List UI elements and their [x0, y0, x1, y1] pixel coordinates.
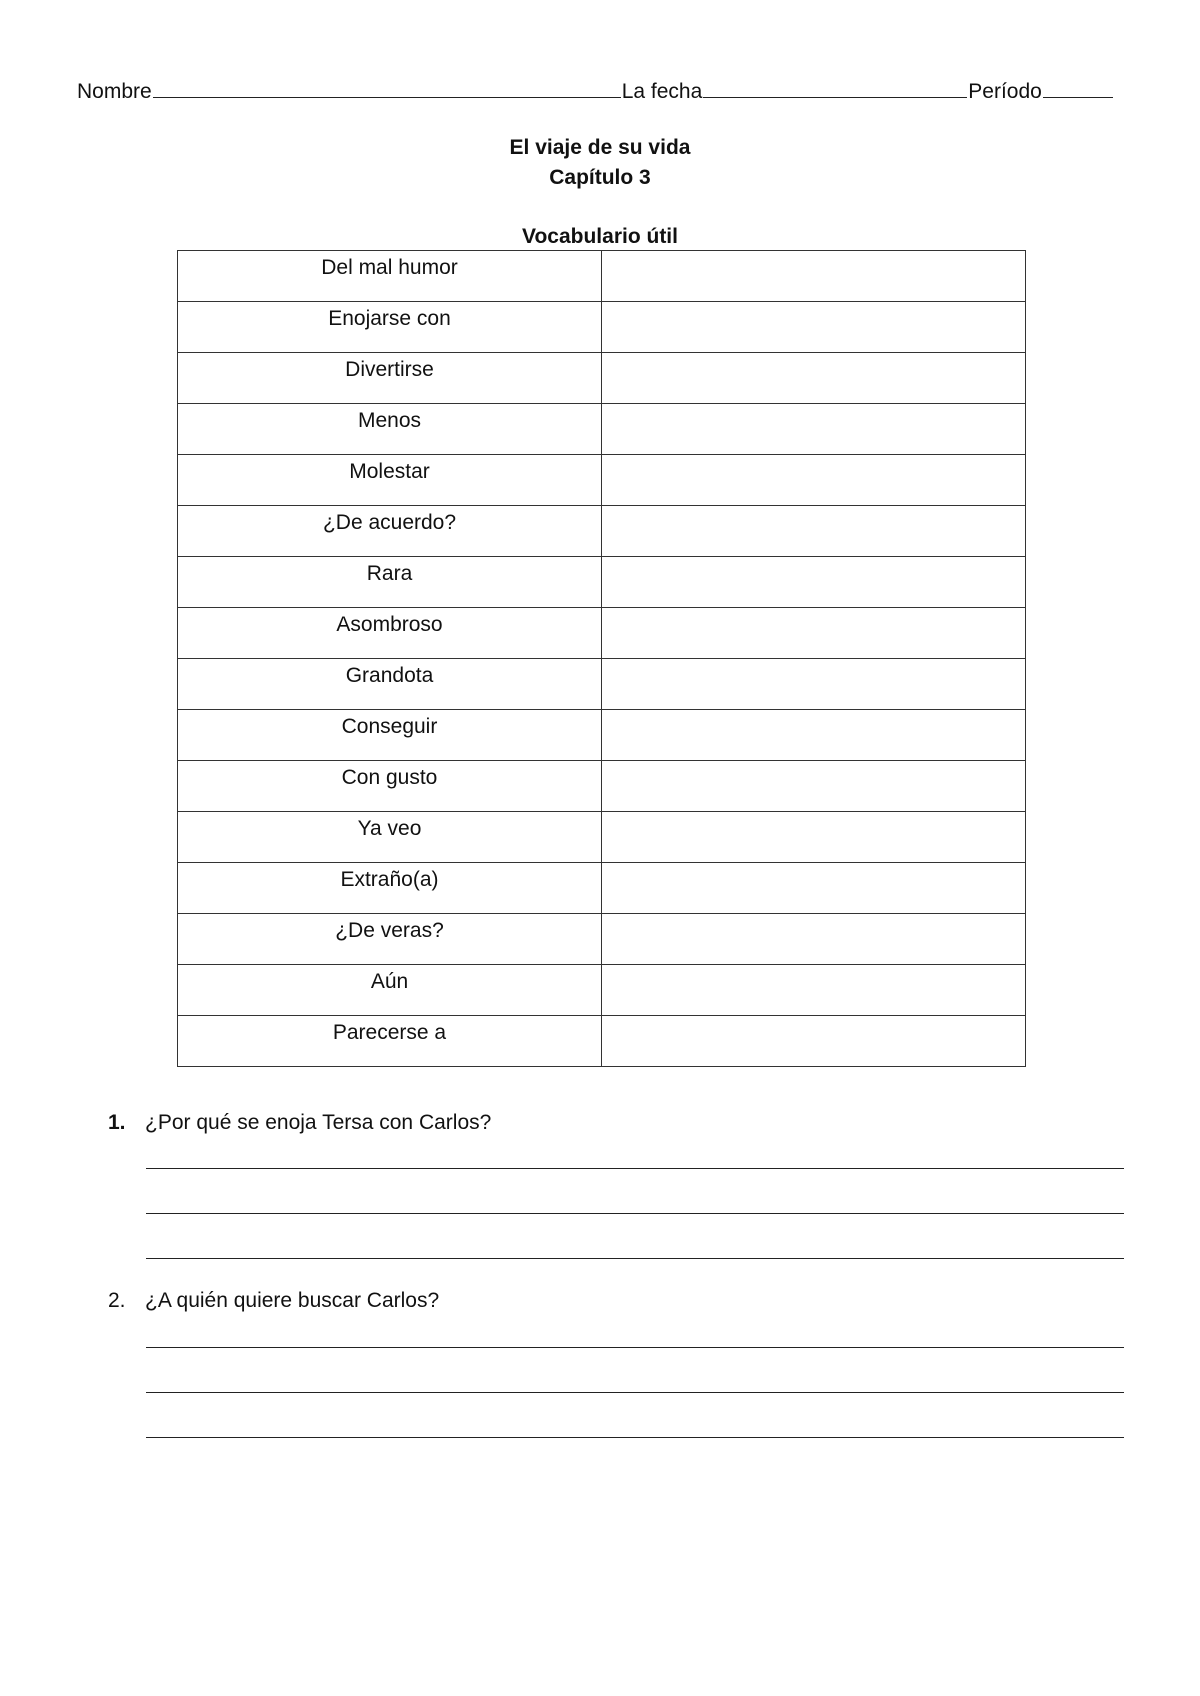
vocab-definition-blank[interactable] — [602, 557, 1026, 608]
vocab-definition-blank[interactable] — [602, 251, 1026, 302]
vocab-definition-blank[interactable] — [602, 659, 1026, 710]
vocab-row — [178, 761, 1026, 812]
name-blank[interactable] — [153, 75, 621, 98]
vocab-term: Menos — [178, 404, 602, 455]
vocab-definition-blank[interactable] — [602, 812, 1026, 863]
vocab-row — [178, 353, 1026, 404]
vocab-row — [178, 812, 1026, 863]
vocab-row — [178, 506, 1026, 557]
period-label: Período — [968, 80, 1042, 103]
vocab-definition-blank[interactable] — [602, 353, 1026, 404]
date-label: La fecha — [621, 80, 703, 103]
vocab-term: Grandota — [178, 659, 602, 710]
answer-line[interactable] — [146, 1347, 1124, 1348]
name-label: Nombre — [77, 80, 152, 103]
vocab-row — [178, 404, 1026, 455]
vocab-definition-blank[interactable] — [602, 965, 1026, 1016]
book-title: El viaje de su vida — [509, 136, 691, 159]
date-blank[interactable] — [703, 75, 967, 98]
vocab-row — [178, 302, 1026, 353]
vocab-definition-blank[interactable] — [602, 302, 1026, 353]
vocab-term: ¿De veras? — [178, 914, 602, 965]
vocab-definition-blank[interactable] — [602, 404, 1026, 455]
question-text: ¿A quién quiere buscar Carlos? — [145, 1289, 440, 1312]
vocab-term: Ya veo — [178, 812, 602, 863]
vocab-term: Molestar — [178, 455, 602, 506]
vocab-term: Rara — [178, 557, 602, 608]
vocab-row — [178, 251, 1026, 302]
question-number: 2. — [108, 1289, 126, 1312]
answer-line[interactable] — [146, 1392, 1124, 1393]
vocab-term: Conseguir — [178, 710, 602, 761]
vocab-term: Extraño(a) — [178, 863, 602, 914]
vocab-row — [178, 455, 1026, 506]
vocab-row — [178, 965, 1026, 1016]
chapter-title: Capítulo 3 — [549, 166, 651, 189]
vocab-term: Enojarse con — [178, 302, 602, 353]
vocab-row — [178, 608, 1026, 659]
vocab-heading: Vocabulario útil — [522, 225, 678, 248]
vocab-definition-blank[interactable] — [602, 761, 1026, 812]
answer-line[interactable] — [146, 1437, 1124, 1438]
answer-line[interactable] — [146, 1213, 1124, 1214]
vocab-term: Parecerse a — [178, 1016, 602, 1067]
question-text: ¿Por qué se enoja Tersa con Carlos? — [145, 1111, 492, 1134]
vocab-row — [178, 710, 1026, 761]
vocab-definition-blank[interactable] — [602, 914, 1026, 965]
vocabulary-table — [177, 250, 1026, 1067]
vocab-term: Asombroso — [178, 608, 602, 659]
vocab-definition-blank[interactable] — [602, 1016, 1026, 1067]
vocab-definition-blank[interactable] — [602, 863, 1026, 914]
vocab-definition-blank[interactable] — [602, 608, 1026, 659]
vocab-definition-blank[interactable] — [602, 506, 1026, 557]
period-blank[interactable] — [1043, 75, 1113, 98]
vocab-row — [178, 1016, 1026, 1067]
question-number: 1. — [108, 1111, 126, 1134]
question-1 — [108, 1108, 491, 1138]
vocab-term: Divertirse — [178, 353, 602, 404]
vocab-definition-blank[interactable] — [602, 455, 1026, 506]
vocab-definition-blank[interactable] — [602, 710, 1026, 761]
vocab-term: Aún — [178, 965, 602, 1016]
vocab-row — [178, 557, 1026, 608]
vocab-term: Con gusto — [178, 761, 602, 812]
vocab-row — [178, 659, 1026, 710]
answer-line[interactable] — [146, 1258, 1124, 1259]
vocab-row — [178, 914, 1026, 965]
answer-line[interactable] — [146, 1168, 1124, 1169]
student-info-line — [77, 75, 1127, 105]
vocab-term: ¿De acuerdo? — [178, 506, 602, 557]
vocab-term: Del mal humor — [178, 251, 602, 302]
question-2 — [108, 1286, 439, 1316]
vocab-row — [178, 863, 1026, 914]
